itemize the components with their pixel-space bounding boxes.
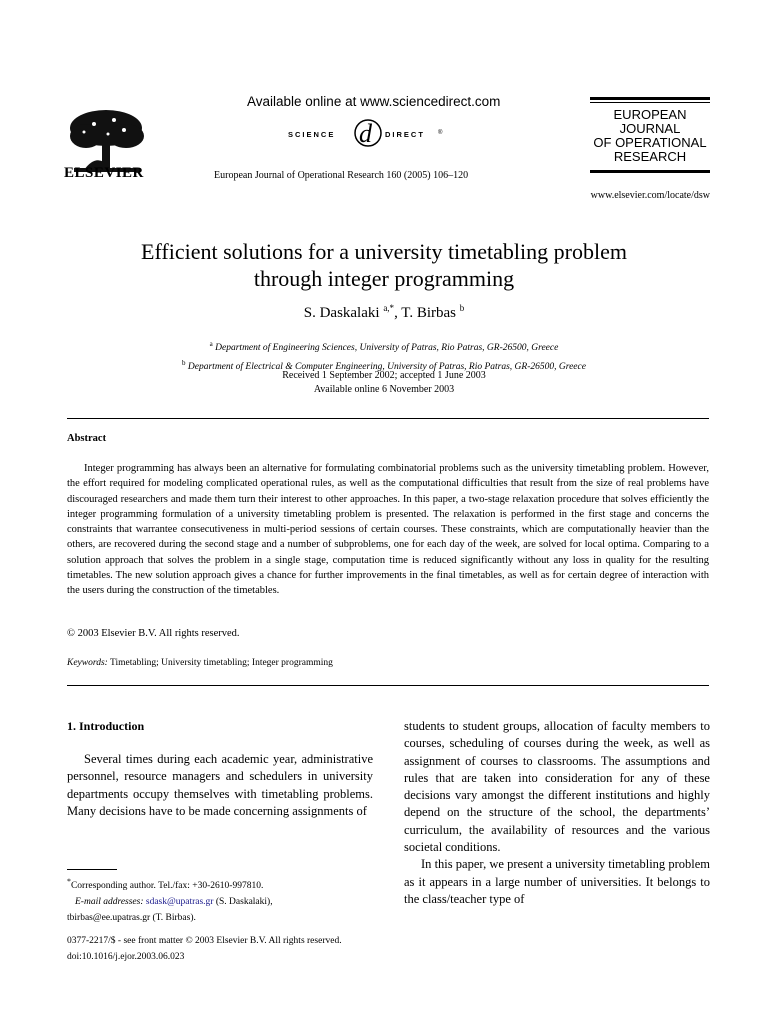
journal-logo-line: OF OPERATIONAL [593,135,707,150]
svg-text:®: ® [438,130,443,136]
affiliation-text: Department of Engineering Sciences, University of Patras, Rio Patras, GR-26500, Greece [215,343,559,354]
author-separator: , [394,305,402,321]
divider [67,685,709,686]
author-affiliation-marker[interactable]: b [459,303,465,313]
email-owner: (S. Daskalaki), [215,897,273,908]
abstract-copyright: © 2003 Elsevier B.V. All rights reserved. [67,628,240,639]
doi-line[interactable]: doi:10.1016/j.ejor.2003.06.023 [67,952,185,962]
affiliation-a [0,337,768,356]
intro-paragraph: students to student groups, allocation of faculty members to courses, scheduling of courses during the week, as well as assignment of courses to classrooms. The assumptions and rules that are taken into consideration for any of these decisions vary amongst the different institutions and highly depend on the structure of the school, the departments’ curriculum, the availability of resources and the various societal conditions. [404,719,710,855]
footnote-email2: tbirbas@ee.upatras.gr (T. Birbas). [67,913,196,924]
abstract-body: Integer programming has always been an alternative for formulating combinatorial problems such as the university timetabling problem. However, the effort required for modeling complicated operational rules, as well as the computational difficulties that result from the size of real problems have discouraged researchers and made them turn their interest to other approaches. In this paper, a two-stage relaxation procedure that solves efficiently the integer programming formulation of a university timetabling problem is presented. The relaxation is performed in the first stage and concerns the constraints that warrantee consecutiveness in multi-period sessions of certain courses. These constraints, which are computationally heavier than the others, are recovered during the second stage and a number of subproblems, one for each day of the week, are solved for local optima. Comparing to a solution approach that solves the problem in a single stage, computation time is reduced significantly without any loss in quality for the resulting timetables. The new solution approach gives a chance for further improvements in the final timetables, as well as for certain degree of interaction with the users during the construction of the timetables. [67,463,709,597]
footnote-rule [67,869,117,870]
svg-text:SCIENCE: SCIENCE [288,130,336,139]
title-line: through integer programming [253,266,515,291]
section-heading: 1. Introduction [67,719,145,733]
article-dates [0,369,768,397]
footnote [67,874,373,926]
affiliation-text: Department of Electrical & Computer Engineering, University of Patras, Rio Patras, GR-26500, Greece [187,362,586,373]
intro-left-paragraph: Several times during each academic year, administrative personnel, resource managers and schedulers in university departments occupy themselves with timetabling problems. Many decisions have to be made concerning assignments of [67,752,373,818]
journal-logo [590,97,710,173]
journal-logo-line: RESEARCH [613,149,687,164]
title-line: Efficient solutions for a university timetabling problem [141,239,627,264]
author-name: S. Daskalaki [303,305,380,321]
keywords-list: Timetabling; University timetabling; Integer programming [110,658,333,668]
abstract-heading: Abstract [67,433,107,444]
available-date: Available online 6 November 2003 [313,384,455,395]
svg-text:DIRECT: DIRECT [385,130,425,139]
journal-logo-line: EUROPEAN [613,107,687,122]
publisher-name: ELSEVIER [64,165,144,181]
keywords-label: Keywords: [67,658,108,668]
front-matter [67,933,342,965]
sciencedirect-logo [288,117,448,151]
keywords [67,658,333,668]
intro-paragraph: In this paper, we present a university timetabling problem as it appears in a large number of universities. It belongs to the class/teacher type of [404,857,710,906]
article-title [0,238,768,292]
email-link[interactable]: sdask@upatras.gr [145,897,214,908]
journal-url[interactable]: www.elsevier.com/locate/dsw [590,190,710,201]
journal-citation: European Journal of Operational Research 160 (2005) 106–120 [214,170,469,181]
footnote-marker: * [67,877,71,886]
affiliation-marker: a [209,340,213,348]
issn-line: 0377-2217/$ - see front matter © 2003 Elsevier B.V. All rights reserved. [67,936,342,946]
intro-right-column [404,718,710,908]
footnote-corresponding [67,874,373,894]
received-date: Received 1 September 2002; accepted 1 June 2003 [282,370,486,381]
footnote-corresponding-text: Corresponding author. Tel./fax: +30-2610-997810. [70,881,264,892]
email-label: E-mail addresses: [75,897,144,908]
affiliation-marker: b [182,359,186,368]
svg-text:d: d [359,119,372,148]
journal-logo-line: JOURNAL [619,121,681,136]
author-name: T. Birbas [401,305,457,321]
journal-logo-title [590,103,710,168]
author-affiliation-marker[interactable]: a,* [383,303,395,313]
divider [67,418,709,419]
authors [0,303,768,322]
footnote-emails [67,894,373,910]
available-online-text: Available online at www.sciencedirect.com [247,94,501,109]
